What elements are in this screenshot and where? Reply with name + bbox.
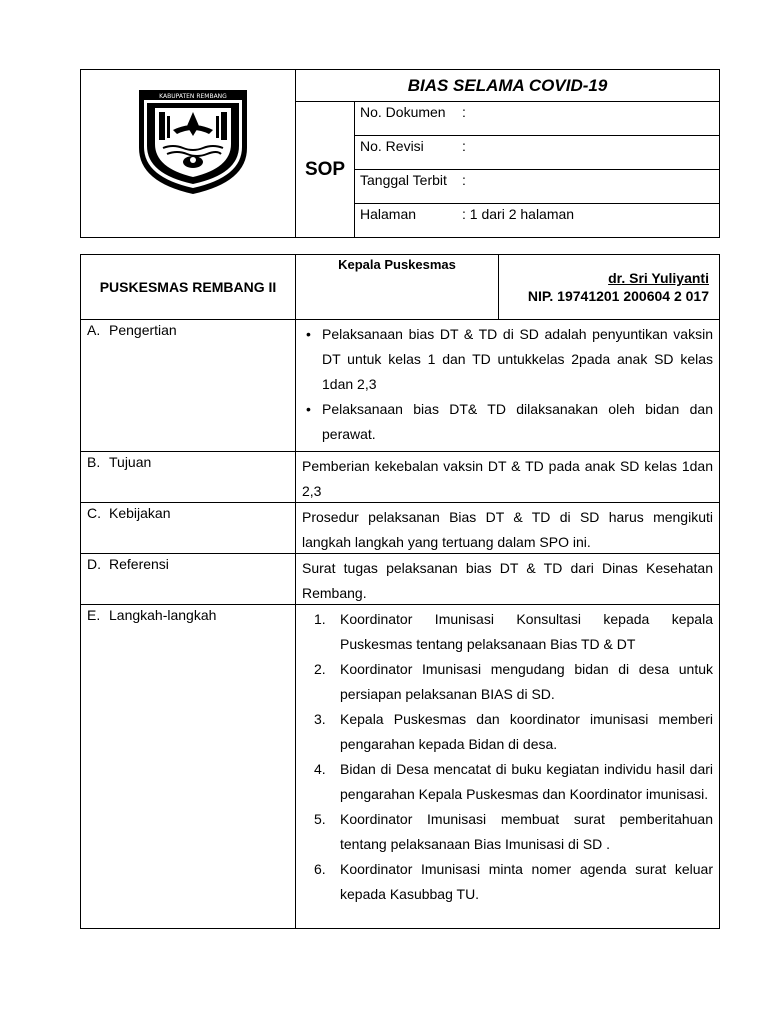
step-number: 1. [314, 611, 326, 627]
section-label: Langkah-langkah [109, 607, 217, 623]
step-number: 5. [314, 811, 326, 827]
step-text: Bidan di Desa mencatat di buku kegiatan individu hasil dari pengarahan Kepala Puskesmas dan Koordinator imunisasi. [340, 761, 713, 802]
section-label: Pengertian [109, 322, 177, 338]
step-number: 2. [314, 661, 326, 677]
step-text: Koordinator Imunisasi mengudang bidan di desa untuk persiapan pelaksanan BIAS di SD. [340, 661, 713, 702]
signer-nip: NIP. 19741201 200604 2 017 [527, 288, 709, 304]
meta-value: : [462, 104, 466, 120]
section-content-tujuan: Pemberian kekebalan vaksin DT & TD pada anak SD kelas 1dan 2,3 [296, 452, 719, 503]
logo-banner-text: KABUPATEN REMBANG [159, 93, 227, 100]
section-letter: E. [87, 607, 101, 623]
section-content-kebijakan: Prosedur pelaksanan Bias DT & TD di SD harus mengikuti langkah langkah yang tertuang dalam SPO ini. [296, 503, 719, 554]
step-text: Koordinator Imunisasi minta nomer agenda surat keluar kepada Kasubbag TU. [340, 861, 713, 902]
section-label-referensi [81, 554, 296, 605]
step-item [314, 807, 713, 857]
section-label-langkah [81, 605, 296, 928]
sop-header-table [80, 69, 720, 238]
meta-value: : [462, 138, 466, 154]
step-number: 3. [314, 711, 326, 727]
document-title: BIAS SELAMA COVID-19 [296, 70, 719, 102]
signature-block [499, 255, 719, 320]
meta-label: No. Revisi [360, 138, 424, 154]
institution-name: PUSKESMAS REMBANG II [81, 255, 296, 320]
section-label-kebijakan [81, 503, 296, 554]
step-item [314, 657, 713, 707]
kabupaten-rembang-logo [133, 86, 253, 196]
section-content-langkah [296, 605, 719, 928]
step-text: Koordinator Imunisasi membuat surat pemberitahuan tentang pelaksanaan Bias Imunisasi di SD . [340, 811, 713, 852]
meta-row-halaman [355, 204, 719, 237]
section-letter: D. [87, 556, 101, 572]
meta-label: Tanggal Terbit [360, 172, 447, 188]
step-text: Koordinator Imunisasi Konsultasi kepada kepala Puskesmas tentang pelaksanaan Bias TD & DT [340, 611, 713, 652]
step-item [314, 857, 713, 907]
meta-row-dokumen [355, 102, 719, 136]
meta-value: : 1 dari 2 halaman [462, 206, 575, 222]
step-item [314, 757, 713, 807]
step-number: 6. [314, 861, 326, 877]
section-letter: A. [87, 322, 101, 338]
section-letter: B. [87, 454, 101, 470]
step-number: 4. [314, 761, 326, 777]
section-letter: C. [87, 505, 101, 521]
sop-label: SOP [296, 102, 355, 237]
step-item [314, 607, 713, 657]
sop-content-table [80, 254, 720, 929]
meta-label: Halaman [360, 206, 417, 222]
logo-cell [81, 70, 296, 237]
meta-row-revisi [355, 136, 719, 170]
signer-name: dr. Sri Yuliyanti [608, 270, 709, 286]
step-item [314, 707, 713, 757]
section-label: Tujuan [109, 454, 152, 470]
section-content-pengertian [296, 320, 719, 452]
signer-role: Kepala Puskesmas [296, 255, 499, 320]
section-label: Referensi [109, 556, 169, 572]
meta-row-tanggal [355, 170, 719, 204]
meta-value: : [462, 172, 466, 188]
meta-label: No. Dokumen [360, 104, 446, 120]
section-label-tujuan [81, 452, 296, 503]
section-content-referensi: Surat tugas pelaksanan bias DT & TD dari Dinas Kesehatan Rembang. [296, 554, 719, 605]
section-label-pengertian [81, 320, 296, 452]
step-text: Kepala Puskesmas dan koordinator imunisasi memberi pengarahan kepada Bidan di desa. [340, 711, 713, 752]
list-item: • Pelaksanaan bias DT& TD dilaksanakan oleh bidan dan perawat. [322, 397, 713, 447]
section-label: Kebijakan [109, 505, 171, 521]
list-item: • Pelaksanaan bias DT & TD di SD adalah penyuntikan vaksin DT untuk kelas 1 dan TD untukkelas 2pada anak SD kelas 1dan 2,3 [322, 322, 713, 397]
